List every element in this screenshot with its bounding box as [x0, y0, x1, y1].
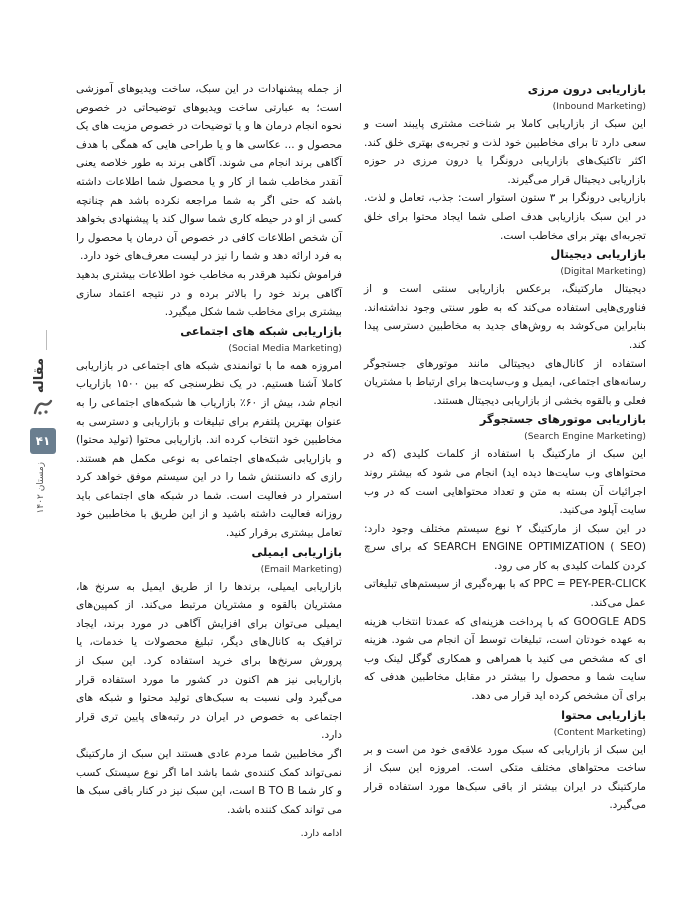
section-title: بازاریابی شبکه های اجتماعی	[180, 323, 342, 338]
section-subtitle: (Digital Marketing)	[560, 266, 646, 278]
paragraph: بازاریابی ایمیلی، برندها را از طریق ایمیل به سرنخ ها، مشتریان بالقوه و مشتریان مرتبط می‌کند. از کمپین‌های ایمیلی می‌توان برای افزایش آگاهی در مورد برند، ایجاد ترافیک به کانال‌های دیگر، تبلیغ محصولات یا خدمات، یا پرورش سرنخ‌ها برای خرید استفاده کرد. این سبک از بازاریابی نیز هم اکنون در کشور ما مورد استفاده قرار می‌گیرد ولی نسبت به سبک‌های تولید محتوا و شبکه های اجتماعی به خصوص در ایران در رتبه‌های پایین تری قرار دارد.	[76, 580, 342, 742]
paragraph: فراموش نکنید هرقدر به مخاطب خود اطلاعات بیشتری بدهید آگاهی برند خود را بالاتر برده و در نتیجه اعتماد سازی بیشتری برای مخاطب شما شکل میگیرد.	[76, 268, 342, 319]
divider	[46, 330, 47, 350]
section-social-media	[76, 322, 342, 543]
section-subtitle: (Social Media Marketing)	[228, 342, 342, 354]
issue-season: زمستان ۱۴۰۲	[36, 462, 46, 514]
section-subtitle: (Inbound Marketing)	[552, 101, 646, 112]
paragraph: در این سبک از مارکتینگ ۲ نوع سیستم مختلف وجود دارد: SEARCH ENGINE OPTIMIZATION ( SEO) که برای سرچ کردن کلمات کلیدی به کار می رود.	[364, 522, 646, 572]
paragraph: PPC = PEY-PER-CLICK که با بهره‌گیری از سیستم‌های تبلیغاتی عمل می‌کند.	[364, 578, 646, 610]
section-email	[76, 543, 342, 820]
paragraph: این سبک از بازاریابی که سبک مورد علاقه‌ی خود من است و بر ساخت محتواهای مختلف متکی است. امروزه این سبک از مارکتینگ در ایران بیشتر از باقی سبک‌ها مورد استفاده قرار می‌گیرد.	[364, 743, 646, 812]
page-sidebar	[28, 350, 64, 530]
section-search-engine	[364, 410, 646, 705]
section-title: بازاریابی درون مرزی	[527, 82, 646, 96]
section-subtitle: (Search Engine Marketing)	[524, 431, 646, 443]
section-content-continued	[76, 80, 342, 322]
section-content	[364, 706, 646, 815]
paragraph: GOOGLE ADS که با پرداخت هزینه‌ای که عمدتا انتخاب هزینه به عهده خودتان است، تبلیغات توسط آن انجام می شود. هزینه ای که مشخص می کنید با همراهی و همکاری گوگل لینک وب سایت شما و محصول را بیشتر در مقابل مخاطبین هدفی که برای آن مشخص کرده اید قرار می دهد.	[364, 615, 646, 703]
right-column	[364, 80, 646, 815]
section-digital	[364, 245, 646, 410]
page-number: ۴۱	[30, 428, 56, 454]
magazine-logo-icon	[32, 398, 54, 418]
section-subtitle: (Content Marketing)	[553, 726, 646, 738]
paragraph: این سبک از مارکتینگ با استفاده از کلمات کلیدی (که در محتواهای وب سایت‌ها دیده اید) انجام می شود که بیشتر روند اجرائیات آن بسته به متن و تعداد محتواهایی است که در وب سایت آپلود می‌کنید.	[364, 448, 646, 517]
paragraph: این سبک از بازاریابی کاملا بر شناخت مشتری پایبند است و سعی دارد تا برای مخاطبین خود لذت و تجربه‌ی بهتری خلق کند. اکثر تاکتیک‌های بازاریابی درونگرا یا درون مرزی در حوزه بازاریابی دیجیتال قرار می‌گیرند.	[364, 118, 646, 186]
section-subtitle: (Email Marketing)	[260, 563, 342, 575]
paragraph: از جمله پیشنهادات در این سبک، ساخت ویدیوهای آموزشی است؛ به عبارتی ساخت ویدیوهای توضیحاتی در خصوص نحوه انجام درمان ها و یا توضیحات در خصوص مزیت های یک محصول و ... عکاسی ها و یا طراحی هایی که همگی با هدف آگاهی برند انجام می شوند. آگاهی برند به طور خلاصه یعنی آنقدر مخاطب شما از کار و یا محصول شما اطلاعات داشته باشد که حتی اگر به شما مراجعه نکرده باشد هم چنانچه کسی از او در حیطه کاری شما سوال کند یا پیشنهادی بخواهد آن شخص اطلاعات کافی در خصوص آن درمان یا محصول را به فرد ارائه دهد و شما را نیز در لیست معرف‌های خود دارد.	[76, 83, 342, 263]
section-label: مقاله	[32, 358, 47, 394]
section-title: بازاریابی موتورهای جستجوگر	[479, 412, 646, 427]
section-title: بازاریابی دیجیتال	[550, 247, 646, 262]
paragraph: استفاده از کانال‌های دیجیتالی مانند موتورهای جستجوگر رسانه‌های اجتماعی، ایمیل و وب‌سایت‌ها برای ارتباط با مشتریان فعلی و بالقوه بخشی از بازاریابی دیجیتال هستند.	[364, 357, 646, 407]
paragraph: دیجیتال مارکتینگ، برعکس بازاریابی سنتی است و از فناوری‌هایی استفاده می‌کند که به طور سنتی وجود نداشته‌اند. بنابراین می‌کوشد به روش‌های جدید به مخاطبین دسترسی پیدا کند.	[364, 283, 646, 351]
paragraph: امروزه همه ما با توانمندی شبکه های اجتماعی در بازاریابی کاملا آشنا هستیم. در یک نظرسنجی که بین ۱۵۰۰ بازاریاب انجام شد، بیش از ۶۰٪ بازاریاب ها شبکه‌های اجتماعی را به عنوان بهترین پلتفرم برای تبلیغات و بازاریابی و دسترسی به مخاطبین خود انتخاب کرده اند. بازاریابی محتوا (تولید محتوا) و بازاریابی شبکه‌های اجتماعی به نوعی مکمل هم هستند. رازی که دانستنش شما را در این سیستم موفق خواهد کرد استمرار در فعالیت است. شما در شبکه های اجتماعی باید روزانه فعالیت داشته باشید و از این طریق با مخاطبین خود تعامل بیشتری برقرار کنید.	[76, 359, 342, 540]
left-column	[76, 80, 342, 844]
continued-note: ادامه دارد.	[300, 828, 342, 840]
section-inbound	[364, 80, 646, 245]
paragraph: اگر مخاطبین شما مردم عادی هستند این سبک از مارکتینگ نمی‌تواند کمک کننده‌ی شما باشد اما اگر نوع سیستک کسب و کار شما B TO B است، این سبک نیز در کنار باقی سبک ها می تواند کمک کننده باشد.	[76, 748, 342, 816]
section-title: بازاریابی محتوا	[561, 707, 646, 722]
paragraph: بازاریابی درونگرا بر ۳ ستون استوار است: جذب، تعامل و لذت. در این سبک بازاریابی هدف اصلی شما ایجاد محتوا برای خلق تجربه‌ای بهتر برای مخاطب است.	[364, 192, 646, 242]
section-title: بازاریابی ایمیلی	[251, 544, 342, 559]
